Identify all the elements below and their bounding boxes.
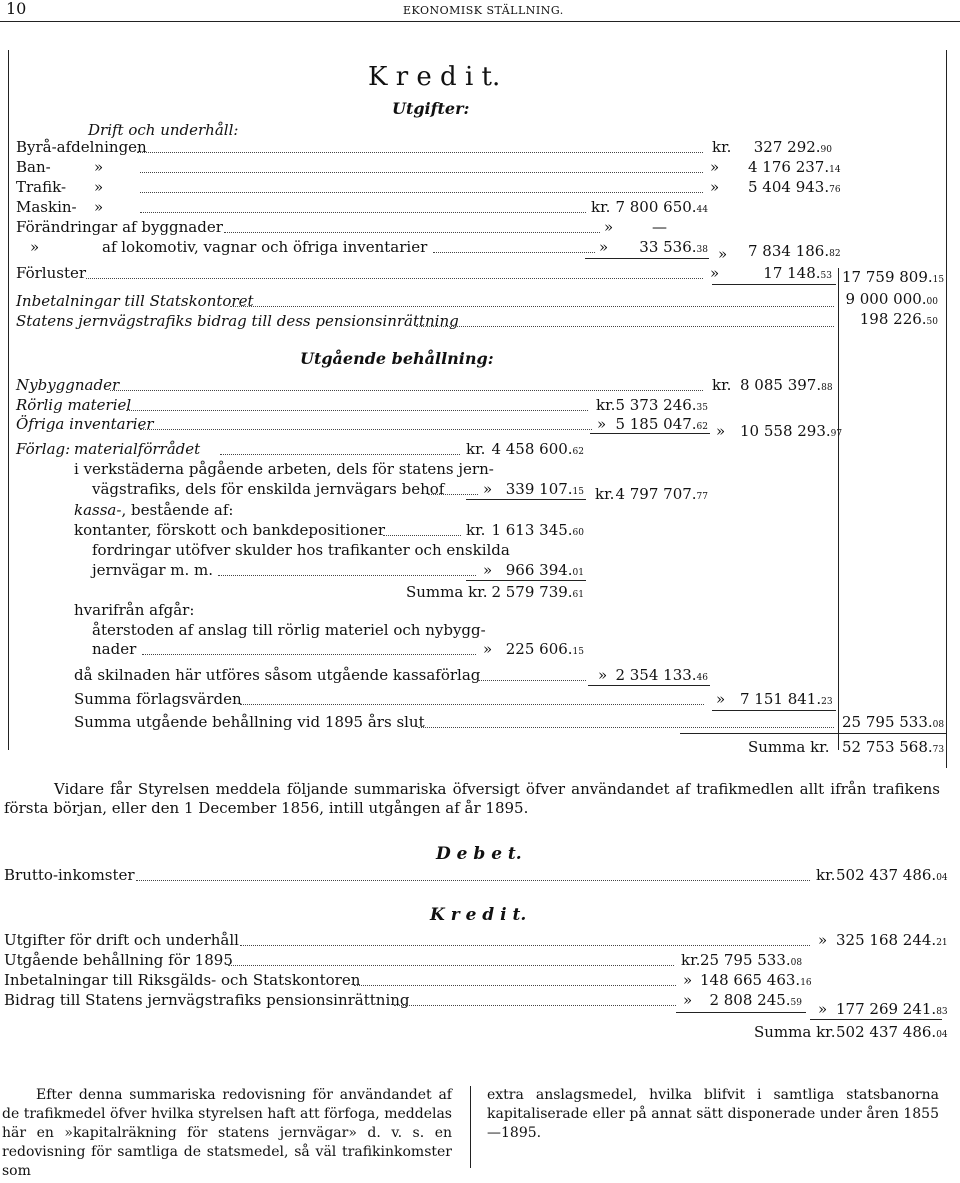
trafik-amount-cell	[748, 178, 841, 199]
utg-mark: »	[818, 931, 828, 949]
brutto-amount-cell	[836, 866, 948, 887]
nybygg-label: Nybyggnader	[16, 376, 120, 394]
rorlig-amount: 5 373 246.	[615, 396, 697, 414]
forluster-label: Förluster	[16, 264, 87, 282]
sum-rule	[712, 284, 836, 285]
utg-sum-amount: 25 795 533.	[842, 713, 933, 731]
grand-label: Summa kr.	[748, 738, 830, 756]
column-divider-line	[838, 268, 839, 750]
leader	[218, 575, 476, 576]
fordr-line1: fordringar utöfver skulder hos trafikanter och enskilda	[92, 541, 510, 559]
byra-kr: kr.	[712, 138, 732, 156]
kontant-amount-cell	[484, 521, 584, 542]
byra-cents: 90	[820, 145, 832, 155]
leader	[224, 232, 600, 233]
leader	[136, 880, 810, 881]
leader	[428, 494, 478, 495]
skilnad-cents: 46	[696, 673, 708, 683]
verk-amount-cell	[494, 480, 584, 501]
leader	[140, 429, 592, 430]
inbet-mark: »	[683, 971, 693, 989]
nybygg-amount-cell	[740, 376, 832, 397]
forandr-mark: »	[604, 218, 614, 236]
utg-amount: 325 168 244.	[836, 931, 937, 949]
forlag-sum-mark: »	[716, 690, 726, 708]
utgb-amount: 25 795 533.	[700, 951, 791, 969]
rorlig-cents: 35	[696, 403, 708, 413]
total-rule	[680, 733, 946, 734]
k2-sum-cents: 83	[936, 1007, 948, 1017]
ban-label: Ban-	[16, 158, 51, 176]
nybygg-cents: 88	[821, 383, 833, 393]
brutto-kr: kr.	[816, 866, 836, 884]
bidr-cents: 59	[790, 998, 802, 1008]
ban-amount-cell	[748, 158, 841, 179]
kassa-rest: , bestående af:	[121, 501, 234, 519]
maskin-ditto: »	[94, 198, 104, 216]
leader	[228, 965, 674, 966]
inv-sum-cents: 97	[830, 429, 843, 439]
leader	[354, 985, 676, 986]
inbet-cents: 16	[800, 978, 812, 988]
forlag-sum-amount: 7 151 841.	[740, 690, 822, 708]
header-rule	[0, 21, 960, 22]
k2-sum-amount: 177 269 241.	[836, 1000, 937, 1018]
rorlig-label: Rörlig materiel	[16, 396, 132, 414]
k2-summa-label: Summa kr.	[754, 1023, 836, 1041]
bidrag-amount-cell	[842, 310, 938, 331]
inv-sum-amount-cell	[740, 422, 843, 443]
ban-mark: »	[710, 158, 720, 176]
k2-summa-amount: 502 437 486.	[836, 1023, 937, 1041]
maskin-amount-cell	[610, 198, 708, 219]
aterst-mark: »	[483, 640, 493, 658]
page-number: 10	[6, 0, 27, 18]
kontant-label: kontanter, förskott och bankdepositioner	[74, 521, 386, 539]
inv-sum-amount: 10 558 293.	[740, 422, 831, 440]
kassa-line	[74, 501, 233, 519]
left-frame-line	[8, 50, 9, 750]
running-title: EKONOMISK STÄLLNING.	[403, 4, 564, 17]
leader	[478, 680, 586, 681]
kontant-cents: 60	[572, 528, 584, 538]
inbetal-amount-cell	[842, 290, 938, 311]
fordr-amount-cell	[494, 561, 584, 582]
forlag-sum-label: Summa förlagsvärden	[74, 690, 242, 708]
inbetal-cents: 00	[926, 297, 938, 307]
intro-paragraph: Vidare får Styrelsen meddela följande summariska öfversigt öfver användandet af trafikmedlen allt ifrån trafikens första början, eller den 1 December 1856, intill utgången af år 1895.	[4, 780, 940, 817]
material-cents: 62	[572, 447, 584, 457]
footer-column-divider	[470, 1086, 471, 1168]
byra-amount: 327 292.	[753, 138, 821, 156]
material-label: materialförrådet	[74, 440, 201, 458]
forluster-amount-cell	[748, 264, 832, 285]
inbet-amount-cell	[700, 971, 812, 992]
leader	[240, 945, 810, 946]
rorlig-kr: kr.	[596, 396, 616, 414]
bidr-mark: »	[683, 991, 693, 1009]
brutto-amount: 502 437 486.	[836, 866, 937, 884]
nybygg-kr: kr.	[712, 376, 732, 394]
lok-cents: 38	[696, 245, 708, 255]
byra-amount-cell	[748, 138, 832, 159]
forandr-label: Förändringar af byggnader	[16, 218, 223, 236]
material-amount-cell	[484, 440, 584, 461]
leader	[418, 727, 834, 728]
total1-cents: 15	[932, 275, 945, 285]
maskin-amount: 7 800 650.	[615, 198, 697, 216]
inv-sum-mark: »	[716, 422, 726, 440]
bidr-label: Bidrag till Statens jernvägstrafiks pensionsinrättning	[4, 991, 410, 1009]
forandr-dash: —	[652, 218, 667, 236]
total1-amount-cell	[842, 268, 945, 289]
leader	[394, 1005, 676, 1006]
leader	[433, 252, 595, 253]
utgb-label: Utgående behållning för 1895	[4, 951, 233, 969]
brutto-cents: 04	[936, 873, 948, 883]
leader	[220, 454, 460, 455]
kontant-amount: 1 613 345.	[491, 521, 573, 539]
fordr-line2: jernvägar m. m.	[92, 561, 214, 579]
bidrag-amount: 198 226.	[859, 310, 927, 328]
forlag-sum-cents: 23	[821, 697, 833, 707]
k2-sum-mark: »	[818, 1000, 828, 1018]
sum-rule	[590, 433, 710, 434]
trafik-ditto: »	[94, 178, 104, 196]
sum1-cents: 82	[829, 249, 841, 259]
fordr-cents: 01	[572, 568, 584, 578]
byra-label: Byrå-afdelningen	[16, 138, 147, 156]
skilnad-label: då skilnaden här utföres såsom utgående kassaförlag	[74, 666, 481, 684]
hvarifran-label: hvarifrån afgår:	[74, 601, 195, 619]
kontant-kr: kr.	[466, 521, 486, 539]
sum1-mark: »	[718, 245, 728, 263]
inbetal-amount: 9 000 000.	[845, 290, 927, 308]
fordr-amount: 966 394.	[505, 561, 573, 579]
lok-ditto: »	[30, 238, 40, 256]
sum-rule	[466, 499, 586, 500]
skilnad-amount: 2 354 133.	[615, 666, 697, 684]
leader	[110, 390, 703, 391]
maskin-cents: 44	[696, 205, 708, 215]
skilnad-amount-cell	[610, 666, 708, 687]
bidrag-cents: 50	[926, 317, 938, 327]
trafik-cents: 76	[829, 185, 841, 195]
maskin-label: Maskin-	[16, 198, 77, 216]
sum-rule	[810, 1019, 942, 1020]
ban-amount: 4 176 237.	[748, 158, 830, 176]
total1-amount: 17 759 809.	[842, 268, 933, 286]
utgb-cents: 08	[790, 958, 803, 968]
brutto-label: Brutto-inkomster	[4, 866, 135, 884]
lok-amount: 33 536.	[639, 238, 697, 256]
sum-rule	[466, 580, 586, 581]
inbetal-label: Inbetalningar till Statskontoret	[16, 292, 254, 310]
maskin-kr: kr.	[591, 198, 611, 216]
sum-rule	[585, 258, 709, 259]
ofriga-mark: »	[597, 415, 607, 433]
fordr-mark: »	[483, 561, 493, 579]
bidrag-label: Statens jernvägstrafiks bidrag till dess pensionsinrättning	[16, 312, 459, 330]
aterst-cents: 15	[572, 647, 584, 657]
aterst-amount-cell	[494, 640, 584, 661]
aterst-amount: 225 606.	[505, 640, 573, 658]
verk-cents: 15	[572, 487, 584, 497]
k2-sum-amount-cell	[836, 1000, 948, 1021]
k2-summa-cents: 04	[936, 1030, 948, 1040]
lok-amount-cell	[610, 238, 708, 259]
lok-label: af lokomotiv, vagnar och öfriga inventarier	[102, 238, 428, 256]
footer-left-column: Efter denna summariska redovisning för användandet af de trafikmedel öfver hvilka styrelsen haft att förfoga, meddelas här en »kapitalräkning för statens jernvägar» d. v. s. en redovisning för samtliga de statsmedel, så väl trafikinkomster som	[2, 1087, 452, 1179]
forluster-mark: »	[710, 264, 720, 282]
lok-mark: »	[599, 238, 609, 256]
trafik-amount: 5 404 943.	[748, 178, 830, 196]
section-title-debet: D e b e t.	[436, 844, 522, 864]
bidr-amount: 2 808 245.	[709, 991, 791, 1009]
forlag-label: Förlag:	[16, 440, 71, 458]
leader	[140, 212, 586, 213]
forluster-amount: 17 148.	[763, 264, 821, 282]
footer-right-column: extra anslagsmedel, hvilka blifvit i samtliga statsbanorna kapitaliserade eller på annat sätt disponerade under åren 1855 —1895.	[487, 1087, 939, 1141]
verk-sum-amount-cell	[614, 485, 708, 506]
trafik-label: Trafik-	[16, 178, 67, 196]
ofriga-label: Öfriga inventarier	[16, 415, 154, 433]
right-frame-line	[946, 50, 947, 768]
leader	[137, 152, 703, 153]
behallning-heading: Utgående behållning:	[300, 349, 494, 368]
utgb-amount-cell	[700, 951, 802, 972]
inbet-amount: 148 665 463.	[700, 971, 801, 989]
leader	[230, 306, 834, 307]
leader	[142, 654, 476, 655]
leader	[86, 278, 703, 279]
utgifter-heading: Utgifter:	[392, 99, 470, 118]
grand-cents: 73	[932, 745, 945, 755]
drift-heading: Drift och underhåll:	[88, 121, 239, 139]
sum-rule	[588, 685, 710, 686]
nybygg-amount: 8 085 397.	[740, 376, 822, 394]
ban-cents: 14	[829, 165, 841, 175]
bidr-amount-cell	[700, 991, 802, 1012]
material-amount: 4 458 600.	[491, 440, 573, 458]
summa-amount-cell	[490, 583, 584, 604]
aterst-line2: nader	[92, 640, 137, 658]
ban-ditto: »	[94, 158, 104, 176]
forlag-sum-amount-cell	[740, 690, 832, 711]
summa-cents: 61	[572, 590, 584, 600]
leader	[140, 192, 703, 193]
summa-amount: 2 579 739.	[491, 583, 573, 601]
verk-sum-kr: kr.	[595, 485, 615, 503]
sum-rule	[676, 1012, 806, 1013]
utg-sum-cents: 08	[932, 720, 945, 730]
sum1-amount-cell	[748, 242, 841, 263]
aterst-line1: återstoden af anslag till rörlig materiel och nybygg-	[92, 621, 486, 639]
skilnad-mark: »	[598, 666, 608, 684]
forluster-cents: 53	[820, 271, 832, 281]
ofriga-cents: 62	[696, 422, 708, 432]
verk-sum-amount: 4 797 707.	[615, 485, 697, 503]
utgb-kr: kr.	[681, 951, 701, 969]
grand-amount-cell	[842, 738, 945, 759]
utg-sum-amount-cell	[842, 713, 945, 734]
trafik-mark: »	[710, 178, 720, 196]
grand-amount: 52 753 568.	[842, 738, 933, 756]
ofriga-amount: 5 185 047.	[615, 415, 697, 433]
verk-amount: 339 107.	[505, 480, 573, 498]
verk-line1: i verkstäderna pågående arbeten, dels för statens jern-	[74, 460, 494, 478]
leader	[140, 172, 703, 173]
utg-sum-label: Summa utgående behållning vid 1895 års slut	[74, 713, 425, 731]
utg-amount-cell	[836, 931, 948, 952]
leader	[126, 410, 588, 411]
inbet-label: Inbetalningar till Riksgälds- och Statskontoren	[4, 971, 361, 989]
material-kr: kr.	[466, 440, 486, 458]
utg-label: Utgifter för drift och underhåll	[4, 931, 239, 949]
section-title-kredit-2: K r e d i t.	[430, 905, 527, 925]
verk-sum-cents: 77	[696, 492, 708, 502]
section-title-kredit: K r e d i t.	[368, 62, 501, 92]
rorlig-amount-cell	[614, 396, 708, 417]
utg-cents: 21	[936, 938, 948, 948]
summa-label: Summa kr.	[406, 583, 488, 601]
verk-line2: vägstrafiks, dels för enskilda jernvägars behof	[92, 480, 445, 498]
sum1-amount: 7 834 186.	[748, 242, 830, 260]
verk-mark: »	[483, 480, 493, 498]
kassa-label: kassa-	[74, 501, 122, 519]
k2-summa-amount-cell	[836, 1023, 948, 1044]
sum-rule	[712, 710, 836, 711]
leader	[383, 535, 461, 536]
leader	[416, 326, 834, 327]
leader	[240, 704, 704, 705]
